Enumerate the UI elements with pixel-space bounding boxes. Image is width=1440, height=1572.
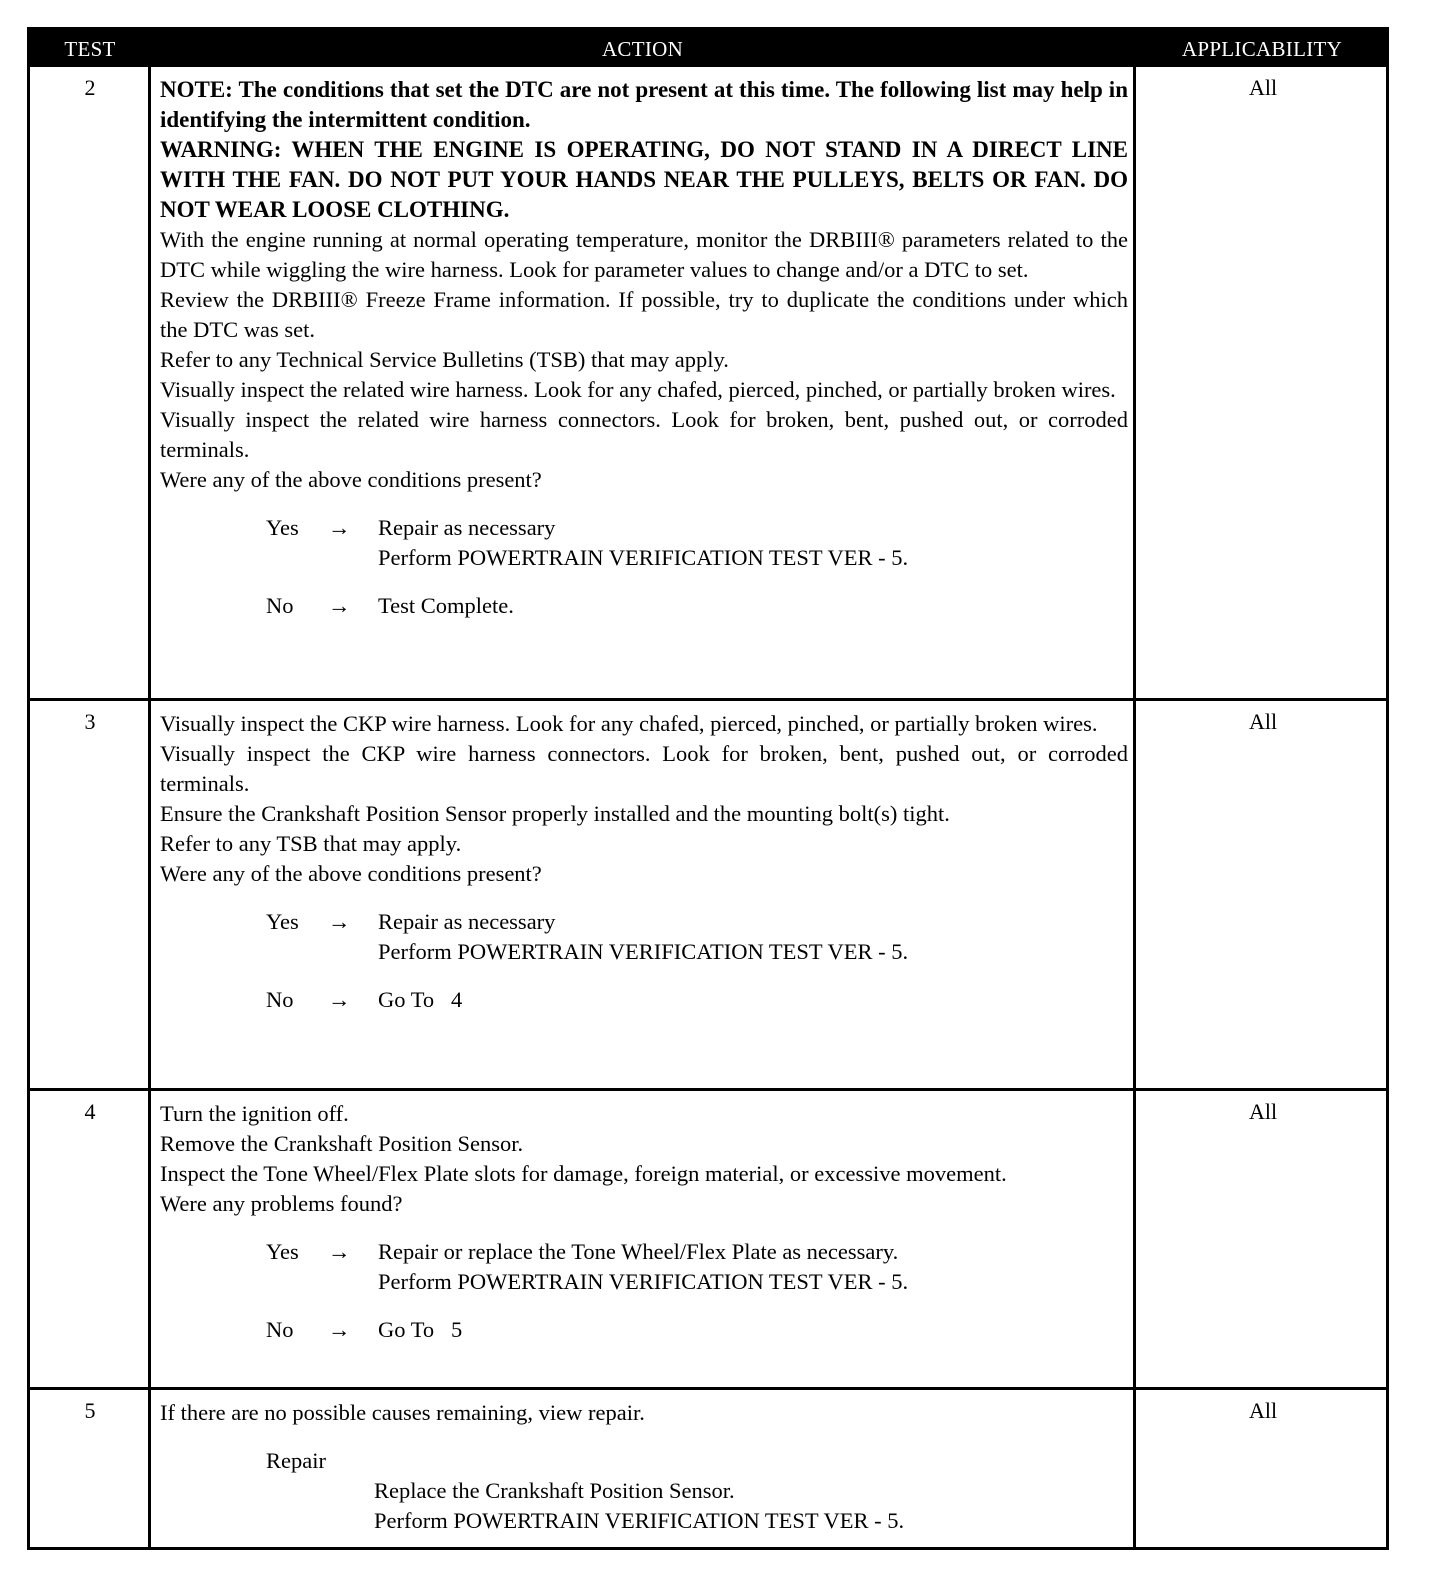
arrow-icon: → <box>328 987 351 1012</box>
arrow-icon: → <box>328 1317 351 1342</box>
action-cell <box>160 709 1128 1015</box>
action-step: Visually inspect the related wire harness. Look for any chafed, pierced, pinched, or partially broken wires. <box>160 377 1116 402</box>
yes-verification: Perform POWERTRAIN VERIFICATION TEST VER - 5. <box>378 1269 909 1294</box>
yes-result <box>160 907 1128 967</box>
yes-result <box>160 513 1128 573</box>
action-step: Inspect the Tone Wheel/Flex Plate slots for damage, foreign material, or excessive movement. <box>160 1161 1007 1186</box>
action-step: Visually inspect the CKP wire harness connectors. Look for broken, bent, pushed out, or corroded terminals. <box>160 741 1128 796</box>
arrow-icon: → <box>328 593 351 618</box>
go-to-link[interactable]: Go To 4 <box>378 987 463 1012</box>
table-row-test-2 <box>30 67 1386 698</box>
repair-action: Replace the Crankshaft Position Sensor. <box>374 1478 735 1503</box>
action-cell <box>160 1099 1128 1345</box>
applicability-cell: All <box>1248 709 1278 734</box>
no-result <box>160 1315 1128 1345</box>
action-step: Review the DRBIII® Freeze Frame information. If possible, try to duplicate the conditions under which the DTC was set. <box>160 287 1128 342</box>
table-row-test-5 <box>30 1390 1386 1547</box>
action-step: Ensure the Crankshaft Position Sensor properly installed and the mounting bolt(s) tight. <box>160 801 950 826</box>
warning-text: WARNING: WHEN THE ENGINE IS OPERATING, DO NOT STAND IN A DIRECT LINE WITH THE FAN. DO NOT PUT YOUR HANDS NEAR THE PULLEYS, BELTS OR FAN. DO NOT WEAR LOOSE CLOTHING. <box>160 137 1128 222</box>
no-label: No <box>266 593 294 618</box>
arrow-icon: → <box>328 1239 351 1264</box>
no-label: No <box>266 987 294 1012</box>
action-step: Turn the ignition off. <box>160 1101 349 1126</box>
applicability-cell: All <box>1248 75 1278 100</box>
action-question: Were any of the above conditions present? <box>160 467 542 492</box>
arrow-icon: → <box>328 515 351 540</box>
arrow-icon: → <box>328 909 351 934</box>
action-question: Were any problems found? <box>160 1191 403 1216</box>
action-question: Were any of the above conditions present? <box>160 861 542 886</box>
yes-label: Yes <box>266 1239 299 1264</box>
no-result <box>160 985 1128 1015</box>
table-row-test-3 <box>30 701 1386 1088</box>
header-test: TEST <box>64 37 116 61</box>
test-number: 4 <box>84 1099 96 1124</box>
header-action: ACTION <box>601 37 684 61</box>
yes-action: Repair as necessary <box>378 515 556 540</box>
applicability-cell: All <box>1248 1099 1278 1124</box>
action-step: Remove the Crankshaft Position Sensor. <box>160 1131 524 1156</box>
table-header <box>30 30 1386 67</box>
yes-action: Repair as necessary <box>378 909 556 934</box>
action-step: Refer to any TSB that may apply. <box>160 831 462 856</box>
action-step: Refer to any Technical Service Bulletins (TSB) that may apply. <box>160 347 729 372</box>
yes-verification: Perform POWERTRAIN VERIFICATION TEST VER - 5. <box>378 939 909 964</box>
action-step: With the engine running at normal operating temperature, monitor the DRBIII® parameters related to the DTC while wiggling the wire harness. Look for parameter values to change and/or a DTC to set. <box>160 227 1128 282</box>
note-text: NOTE: The conditions that set the DTC are not present at this time. The following list may help in identifying the intermittent condition. <box>160 77 1128 132</box>
yes-action: Repair or replace the Tone Wheel/Flex Plate as necessary. <box>378 1239 899 1264</box>
action-cell <box>160 75 1128 621</box>
applicability-cell: All <box>1248 1398 1278 1423</box>
yes-result <box>160 1237 1128 1297</box>
test-number: 2 <box>84 75 96 100</box>
header-applicability: APPLICABILITY <box>1181 37 1343 61</box>
repair-verification: Perform POWERTRAIN VERIFICATION TEST VER - 5. <box>374 1508 905 1533</box>
no-action: Test Complete. <box>378 593 514 618</box>
yes-label: Yes <box>266 515 299 540</box>
yes-verification: Perform POWERTRAIN VERIFICATION TEST VER - 5. <box>378 545 909 570</box>
no-result <box>160 591 1128 621</box>
action-step: If there are no possible causes remaining, view repair. <box>160 1400 645 1425</box>
table-row-test-4 <box>30 1091 1386 1387</box>
go-to-link[interactable]: Go To 5 <box>378 1317 463 1342</box>
no-label: No <box>266 1317 294 1342</box>
action-cell <box>160 1398 1128 1536</box>
procedure-table <box>27 27 1389 1550</box>
yes-label: Yes <box>266 909 299 934</box>
test-number: 3 <box>84 709 96 734</box>
action-step: Visually inspect the CKP wire harness. Look for any chafed, pierced, pinched, or partially broken wires. <box>160 711 1098 736</box>
action-step: Visually inspect the related wire harness connectors. Look for broken, bent, pushed out, or corroded terminals. <box>160 407 1128 462</box>
repair-label: Repair <box>266 1448 326 1473</box>
test-number: 5 <box>84 1398 96 1423</box>
